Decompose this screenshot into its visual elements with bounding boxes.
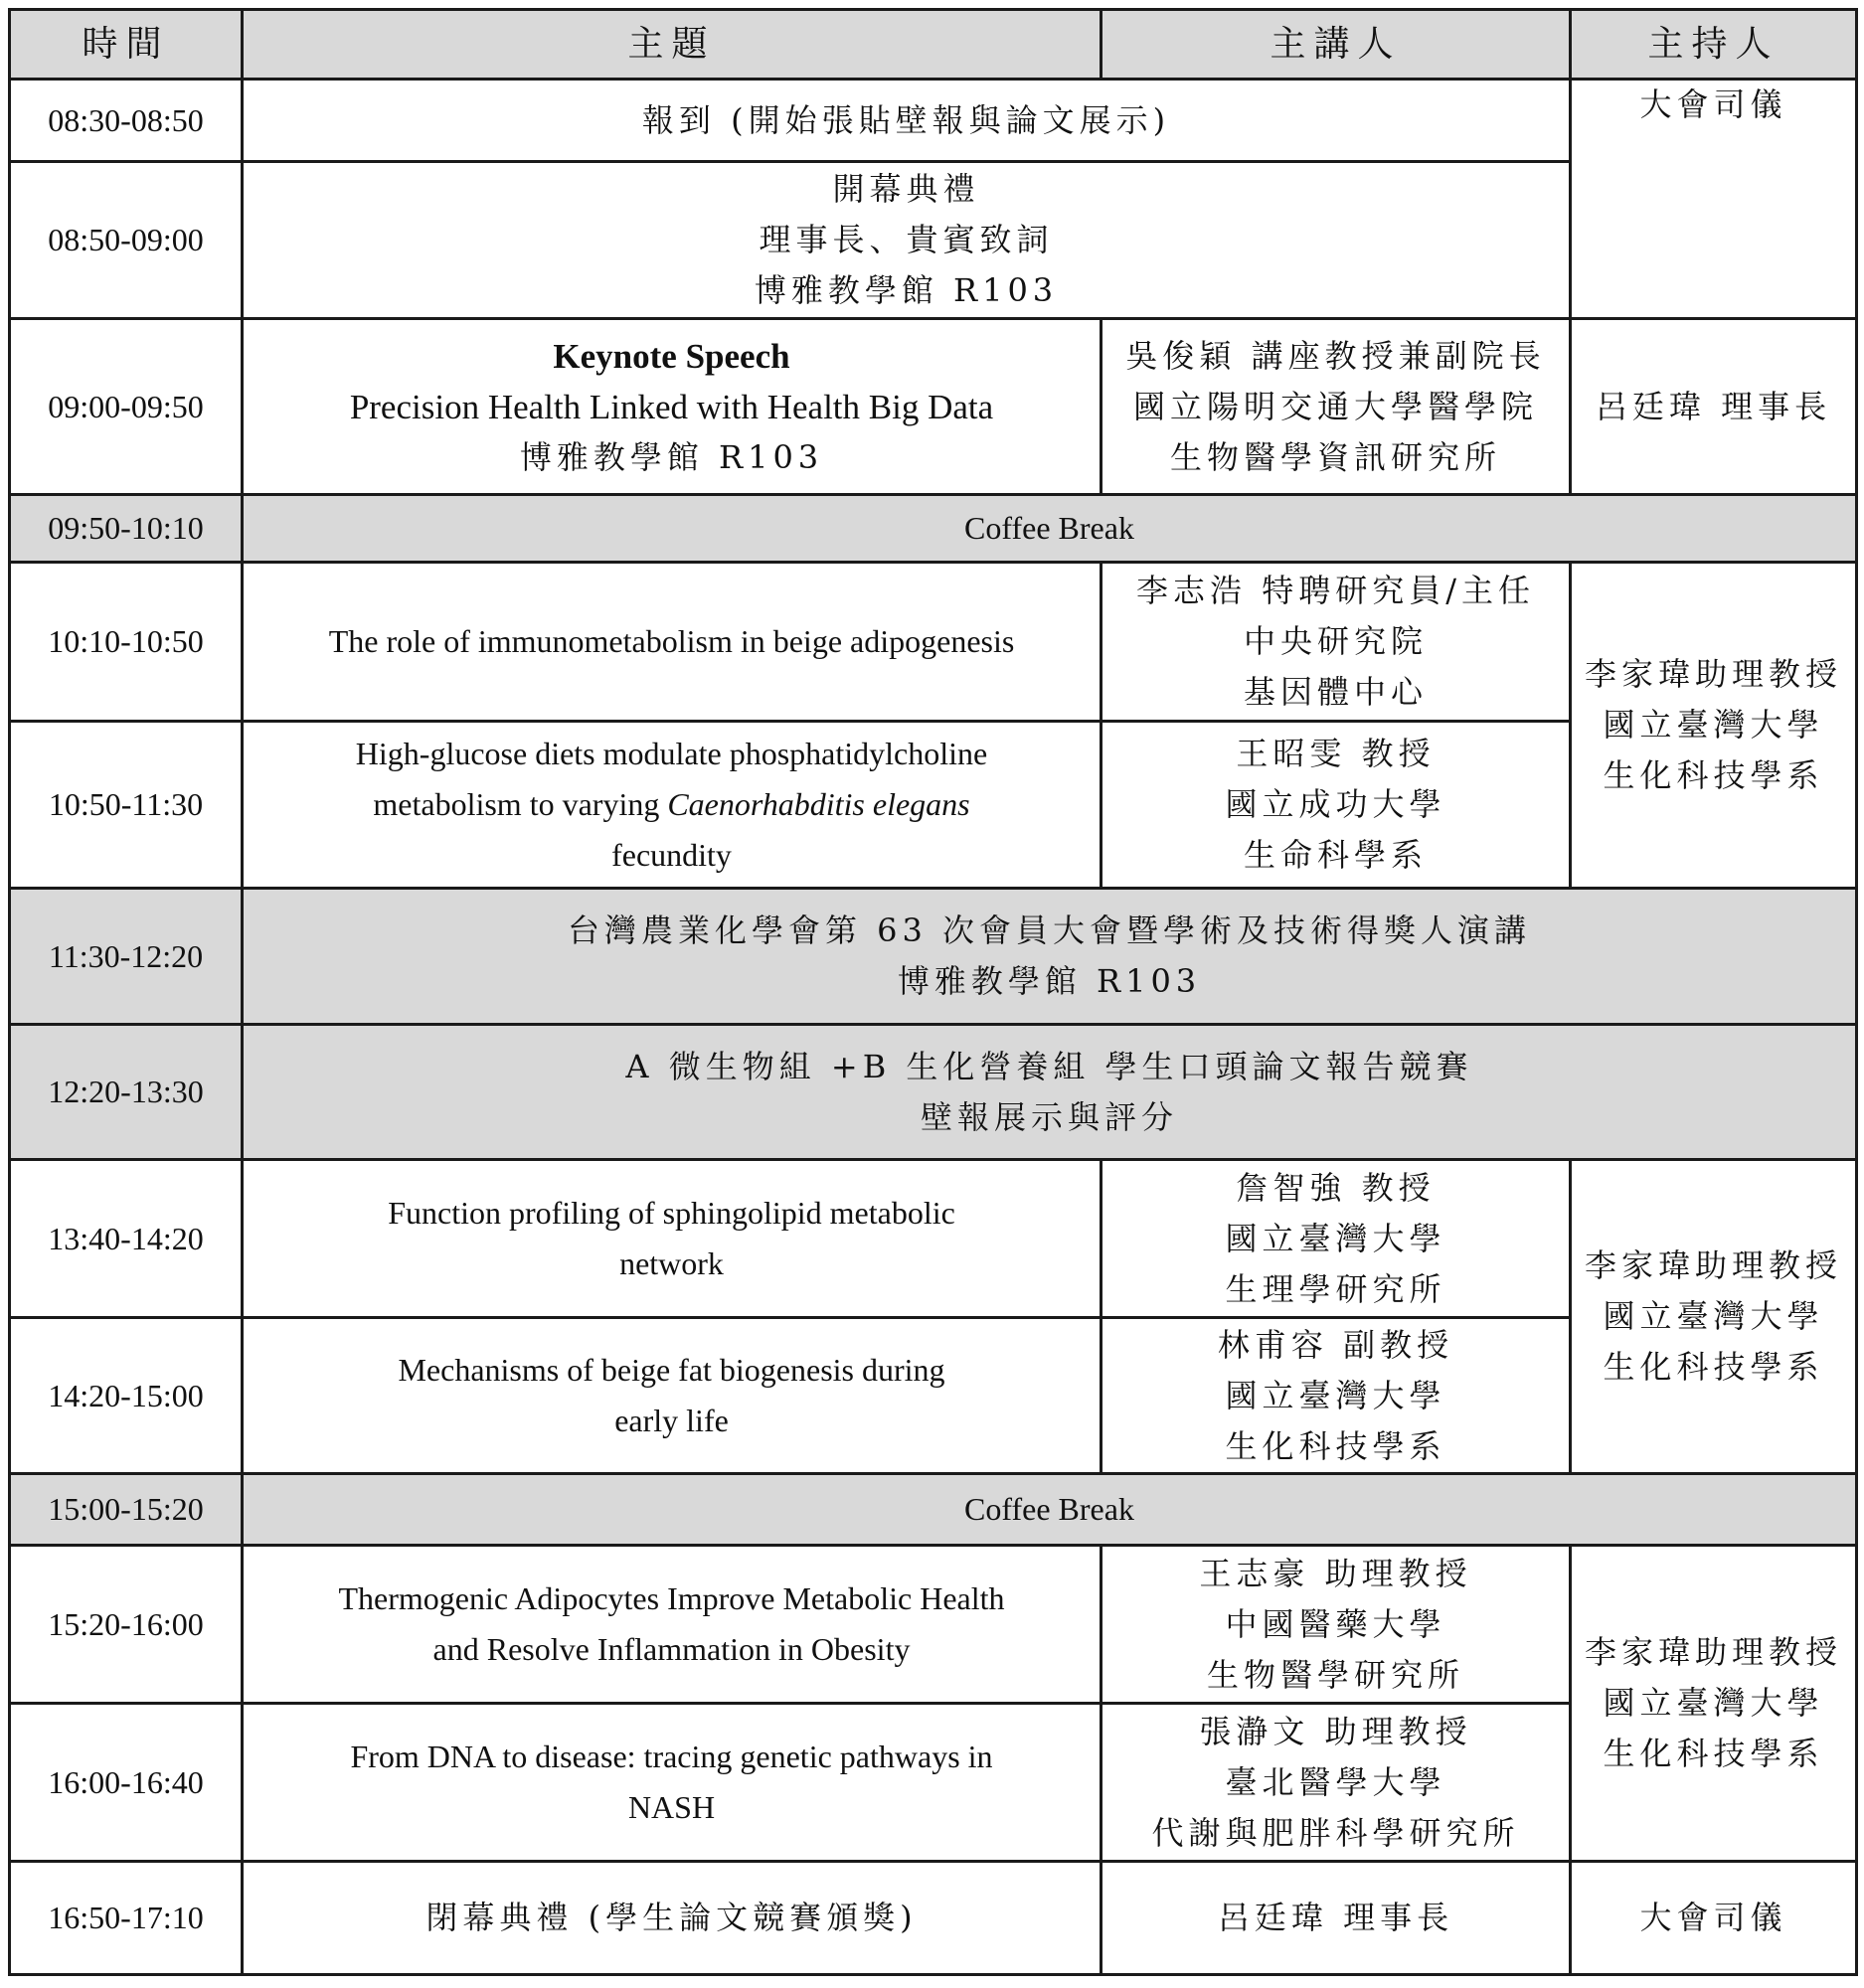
topic-line: High-glucose diets modulate phosphatidylcholine bbox=[355, 736, 988, 771]
topic-cell bbox=[243, 162, 1571, 319]
speaker-line: 張瀞文 助理教授 bbox=[1199, 1712, 1472, 1750]
species-name: Caenorhabditis elegans bbox=[667, 786, 970, 822]
table-row bbox=[10, 1474, 1857, 1546]
speaker-line: 生物醫學資訊研究所 bbox=[1169, 437, 1501, 476]
host-name: 大會司儀 bbox=[1639, 85, 1787, 123]
time-cell: 10:10-10:50 bbox=[10, 563, 243, 722]
speaker-line: 國立臺灣大學 bbox=[1225, 1376, 1446, 1414]
speaker-cell bbox=[1101, 1160, 1571, 1318]
topic-cell: 報到 (開始張貼壁報與論文展示) bbox=[243, 80, 1571, 162]
host-line: 李家瑋助理教授 bbox=[1584, 1633, 1842, 1671]
session-line: 博雅教學館 R103 bbox=[897, 962, 1202, 1000]
agenda-document bbox=[8, 8, 1858, 1976]
agenda-table bbox=[8, 8, 1858, 1976]
speaker-line: 王昭雯 教授 bbox=[1236, 735, 1436, 772]
keynote-label bbox=[252, 331, 1092, 382]
host-line: 國立臺灣大學 bbox=[1603, 1297, 1824, 1335]
host-line: 李家瑋助理教授 bbox=[1584, 1246, 1842, 1284]
topic-line: 開幕典禮 bbox=[832, 170, 980, 208]
topic-line: fecundity bbox=[611, 837, 732, 873]
time-cell: 10:50-11:30 bbox=[10, 722, 243, 889]
speaker-cell bbox=[1101, 1546, 1571, 1704]
table-row bbox=[10, 1160, 1857, 1318]
topic-line: early life bbox=[614, 1403, 729, 1438]
time-cell: 09:00-09:50 bbox=[10, 319, 243, 495]
speaker-line: 林甫容 副教授 bbox=[1217, 1325, 1454, 1364]
time-cell: 08:30-08:50 bbox=[10, 80, 243, 162]
host-cell bbox=[1571, 1546, 1857, 1862]
host-line: 李家瑋助理教授 bbox=[1584, 655, 1842, 693]
session-cell bbox=[243, 1025, 1857, 1160]
topic-line: and Resolve Inflammation in Obesity bbox=[432, 1631, 911, 1667]
topic-cell bbox=[243, 1318, 1101, 1474]
time-cell: 15:20-16:00 bbox=[10, 1546, 243, 1704]
speaker-cell bbox=[1101, 563, 1571, 722]
break-cell: Coffee Break bbox=[243, 495, 1857, 563]
speaker-line: 國立臺灣大學 bbox=[1225, 1219, 1446, 1257]
time-cell: 11:30-12:20 bbox=[10, 889, 243, 1025]
time-cell: 14:20-15:00 bbox=[10, 1318, 243, 1474]
table-row bbox=[10, 319, 1857, 495]
topic-line: Function profiling of sphingolipid metabolic bbox=[388, 1195, 955, 1231]
time-cell: 12:20-13:30 bbox=[10, 1025, 243, 1160]
speaker-line: 基因體中心 bbox=[1243, 673, 1428, 711]
host-cell bbox=[1571, 563, 1857, 889]
topic-line: Thermogenic Adipocytes Improve Metabolic Health bbox=[338, 1580, 1005, 1616]
speaker-line: 中國醫藥大學 bbox=[1225, 1604, 1446, 1643]
speaker-line: 生物醫學研究所 bbox=[1206, 1655, 1464, 1694]
table-row bbox=[10, 80, 1857, 162]
break-cell: Coffee Break bbox=[243, 1474, 1857, 1546]
speaker-line: 生化科技學系 bbox=[1225, 1426, 1446, 1465]
topic-line: 理事長、貴賓致詞 bbox=[759, 221, 1054, 258]
topic-cell bbox=[243, 319, 1101, 495]
speaker-line: 中央研究院 bbox=[1243, 622, 1428, 660]
speaker-cell: 呂廷瑋 理事長 bbox=[1101, 1862, 1571, 1975]
host-line: 生化科技學系 bbox=[1603, 756, 1824, 794]
topic-cell bbox=[243, 1546, 1101, 1704]
topic-cell bbox=[243, 1160, 1101, 1318]
speaker-line: 代謝與肥胖科學研究所 bbox=[1151, 1813, 1520, 1852]
host-cell bbox=[1571, 1160, 1857, 1474]
topic-cell: The role of immunometabolism in beige adipogenesis bbox=[243, 563, 1101, 722]
header-speaker: 主講人 bbox=[1101, 10, 1571, 80]
header-row bbox=[10, 10, 1857, 80]
topic-line bbox=[252, 779, 1092, 830]
session-line: 台灣農業化學會第 63 次會員大會暨學術及技術得獎人演講 bbox=[567, 911, 1532, 949]
topic-cell bbox=[243, 722, 1101, 889]
table-row bbox=[10, 1862, 1857, 1975]
topic-line: From DNA to disease: tracing genetic pathways in bbox=[350, 1739, 993, 1774]
table-row bbox=[10, 1025, 1857, 1160]
speaker-cell bbox=[1101, 1318, 1571, 1474]
session-line: 壁報展示與評分 bbox=[920, 1097, 1178, 1136]
time-cell: 16:00-16:40 bbox=[10, 1704, 243, 1862]
host-line: 生化科技學系 bbox=[1603, 1735, 1824, 1772]
keynote-title: Keynote Speech bbox=[553, 336, 790, 376]
speaker-line: 詹智強 教授 bbox=[1236, 1168, 1436, 1207]
speaker-line: 李志浩 特聘研究員/主任 bbox=[1136, 572, 1535, 609]
speaker-line: 生理學研究所 bbox=[1225, 1269, 1446, 1308]
topic-cell bbox=[243, 1704, 1101, 1862]
topic-line: network bbox=[619, 1245, 724, 1281]
time-cell: 16:50-17:10 bbox=[10, 1862, 243, 1975]
topic-line: NASH bbox=[627, 1789, 716, 1825]
table-row bbox=[10, 1546, 1857, 1704]
topic-line: Mechanisms of beige fat biogenesis during bbox=[398, 1352, 945, 1388]
speaker-line: 吳俊穎 講座教授兼副院長 bbox=[1125, 336, 1546, 375]
host-cell: 呂廷瑋 理事長 bbox=[1571, 319, 1857, 495]
host-line: 生化科技學系 bbox=[1603, 1348, 1824, 1386]
speaker-line: 臺北醫學大學 bbox=[1225, 1762, 1446, 1801]
time-cell: 15:00-15:20 bbox=[10, 1474, 243, 1546]
header-time: 時間 bbox=[10, 10, 243, 80]
time-cell: 09:50-10:10 bbox=[10, 495, 243, 563]
speaker-line: 國立陽明交通大學醫學院 bbox=[1132, 387, 1538, 425]
speaker-cell bbox=[1101, 319, 1571, 495]
topic-line: 博雅教學館 R103 bbox=[754, 271, 1059, 309]
header-topic: 主題 bbox=[243, 10, 1101, 80]
speaker-line: 生命科學系 bbox=[1243, 836, 1428, 874]
speaker-line: 王志豪 助理教授 bbox=[1199, 1554, 1472, 1592]
speaker-cell bbox=[1101, 1704, 1571, 1862]
table-row bbox=[10, 889, 1857, 1025]
host-cell: 大會司儀 bbox=[1571, 1862, 1857, 1975]
topic-line: 博雅教學館 R103 bbox=[519, 437, 824, 476]
session-line: A 微生物組 +B 生化營養組 學生口頭論文報告競賽 bbox=[625, 1047, 1473, 1085]
time-cell: 08:50-09:00 bbox=[10, 162, 243, 319]
topic-line: Precision Health Linked with Health Big Data bbox=[349, 387, 994, 426]
topic-text: metabolism to varying bbox=[373, 786, 668, 822]
speaker-line: 國立成功大學 bbox=[1225, 785, 1446, 823]
header-host: 主持人 bbox=[1571, 10, 1857, 80]
speaker-cell bbox=[1101, 722, 1571, 889]
table-row bbox=[10, 563, 1857, 722]
host-cell bbox=[1571, 80, 1857, 319]
time-cell: 13:40-14:20 bbox=[10, 1160, 243, 1318]
host-line: 國立臺灣大學 bbox=[1603, 706, 1824, 744]
session-cell bbox=[243, 889, 1857, 1025]
table-row bbox=[10, 495, 1857, 563]
host-line: 國立臺灣大學 bbox=[1603, 1684, 1824, 1722]
topic-cell: 閉幕典禮 (學生論文競賽頒獎) bbox=[243, 1862, 1101, 1975]
